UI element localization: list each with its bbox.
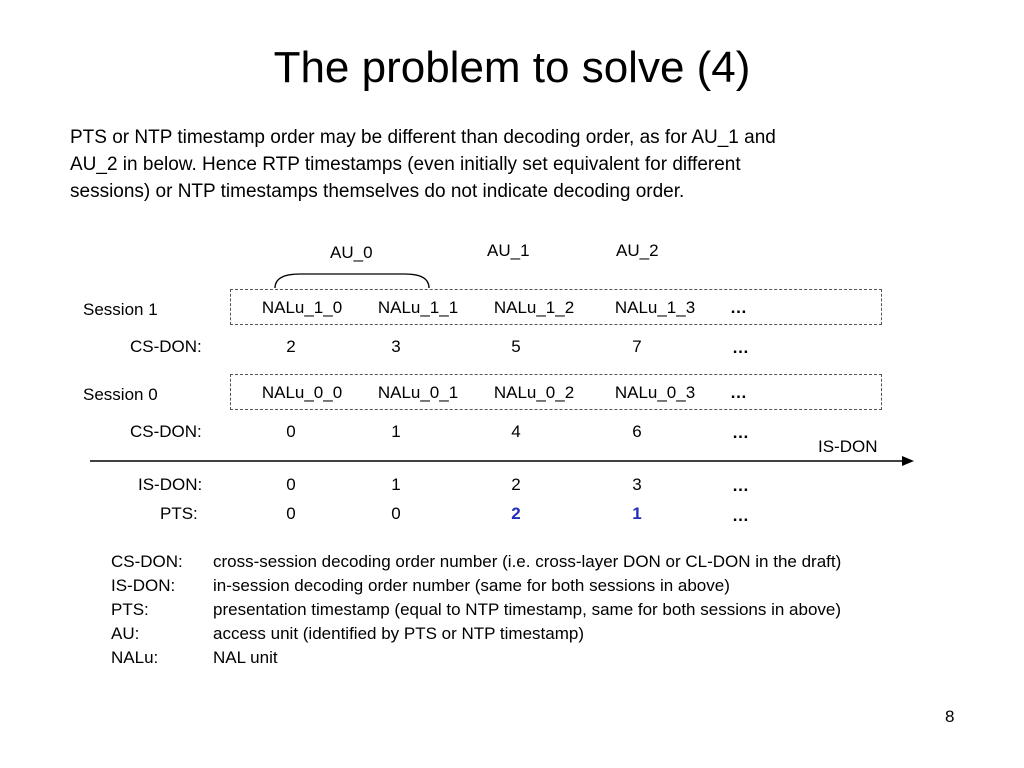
legend-row: [111, 598, 841, 622]
legend-desc: in-session decoding order number (same for both sessions in above): [213, 576, 730, 595]
au-label-2: AU_2: [616, 241, 659, 260]
is-don-axis-arrowhead: [902, 456, 914, 466]
cs-don-value: 2: [286, 337, 296, 356]
nalu-cell: NALu_0_1: [377, 383, 459, 402]
session-1-label: Session 1: [83, 300, 158, 319]
legend-desc: cross-session decoding order number (i.e. cross-layer DON or CL-DON in the draft): [213, 552, 842, 571]
is-don-value: 1: [391, 475, 401, 494]
cs-don-value: 0: [286, 422, 296, 441]
page-number: 8: [945, 707, 955, 726]
cs-don-value: 1: [391, 422, 401, 441]
cs-don-label-session-0: CS-DON:: [130, 422, 202, 441]
legend-term: AU:: [111, 624, 140, 643]
is-don-value: 3: [632, 475, 642, 494]
cs-don-label-session-1: CS-DON:: [130, 337, 202, 356]
intro-line: PTS or NTP timestamp order may be different than decoding order, as for AU_1 and: [70, 127, 776, 148]
ellipsis: …: [732, 506, 749, 525]
legend-term: NALu:: [111, 648, 159, 667]
legend-row: [111, 646, 841, 670]
is-don-label: IS-DON:: [138, 475, 203, 494]
legend-desc: presentation timestamp (equal to NTP timestamp, same for both sessions in above): [213, 600, 842, 619]
ellipsis: …: [730, 298, 747, 317]
nalu-cell: NALu_0_3: [614, 383, 696, 402]
nalu-cell: NALu_1_2: [493, 298, 575, 317]
nalu-cell: NALu_0_0: [261, 383, 343, 402]
pts-value: 0: [286, 504, 296, 523]
legend-desc: access unit (identified by PTS or NTP timestamp): [213, 624, 584, 643]
cs-don-value: 7: [632, 337, 642, 356]
ellipsis: …: [730, 383, 747, 402]
au0-brace: [275, 274, 429, 288]
pts-value-highlighted: 2: [511, 504, 521, 523]
intro-line: AU_2 in below. Hence RTP timestamps (even initially set equivalent for different: [70, 154, 741, 175]
legend-desc: NAL unit: [213, 648, 278, 667]
cs-don-value: 3: [391, 337, 401, 356]
session-0-label: Session 0: [83, 385, 158, 404]
cs-don-value: 6: [632, 422, 642, 441]
pts-value: 0: [391, 504, 401, 523]
cs-don-value: 4: [511, 422, 521, 441]
slide-title: The problem to solve (4): [273, 43, 751, 92]
nalu-cell: NALu_1_1: [377, 298, 459, 317]
nalu-cell: NALu_1_3: [614, 298, 696, 317]
legend: [111, 550, 841, 670]
intro-line: sessions) or NTP timestamps themselves do not indicate decoding order.: [70, 181, 685, 202]
ellipsis: …: [732, 423, 749, 442]
legend-row: [111, 550, 841, 574]
ellipsis: …: [732, 476, 749, 495]
legend-term: PTS:: [111, 600, 149, 619]
nalu-cell: NALu_1_0: [261, 298, 343, 317]
is-don-value: 0: [286, 475, 296, 494]
nalu-cell: NALu_0_2: [493, 383, 575, 402]
legend-term: IS-DON:: [111, 576, 176, 595]
is-don-value: 2: [511, 475, 521, 494]
is-don-axis-label: IS-DON: [818, 437, 878, 456]
legend-row: [111, 574, 841, 598]
pts-label: PTS:: [160, 504, 198, 523]
ellipsis: …: [732, 338, 749, 357]
legend-row: [111, 622, 841, 646]
au-label-1: AU_1: [487, 241, 530, 260]
cs-don-value: 5: [511, 337, 521, 356]
pts-value-highlighted: 1: [632, 504, 642, 523]
au-label-0: AU_0: [330, 243, 373, 262]
legend-term: CS-DON:: [111, 552, 183, 571]
